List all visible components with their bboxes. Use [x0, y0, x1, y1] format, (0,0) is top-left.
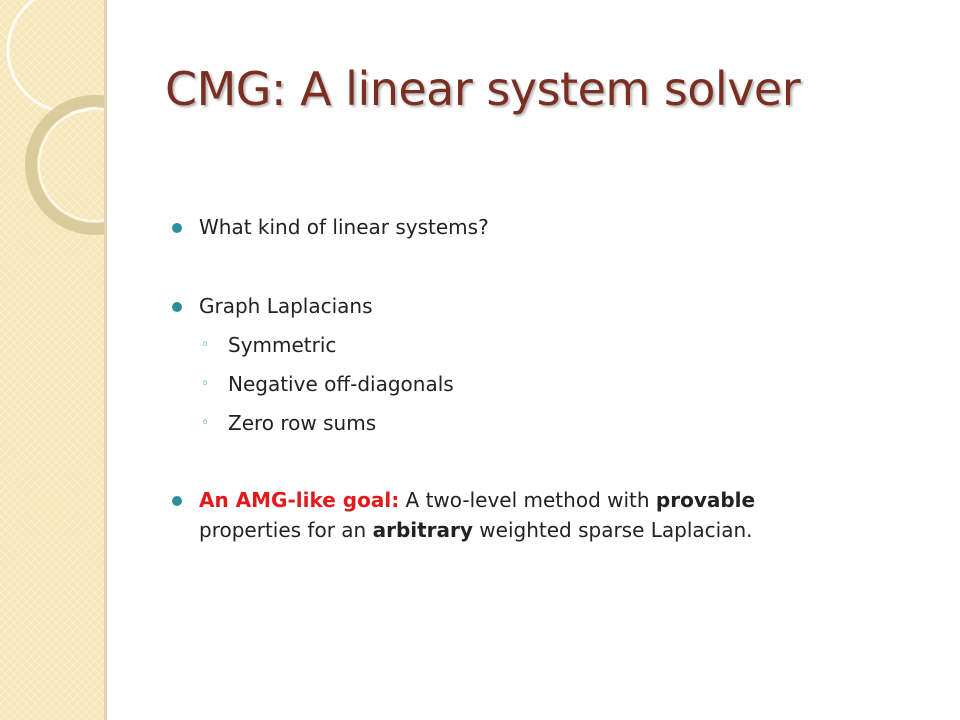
bullet-linear-systems: [170, 212, 850, 242]
amg-goal-text-1: A two-level method with: [399, 488, 656, 512]
sidebar-divider: [104, 0, 107, 720]
decorative-ring-thick: [31, 101, 104, 229]
sub-bullet-text: Negative off-diagonals: [228, 372, 454, 396]
bullet-dot-icon: [172, 496, 182, 506]
hollow-circle-icon: ◦: [201, 337, 210, 353]
bullet-graph-laplacians: [170, 291, 850, 321]
decorative-sidebar: [0, 0, 104, 720]
bullet-dot-icon: [172, 302, 182, 312]
bullet-text: What kind of linear systems?: [199, 215, 489, 239]
amg-goal-provable: provable: [655, 488, 756, 512]
slide-content: [170, 212, 850, 545]
sub-bullet-text: Zero row sums: [228, 411, 377, 435]
sub-bullet-symmetric: [170, 330, 850, 360]
slide-title: CMG: A linear system solver: [165, 62, 801, 116]
sub-bullet-zero-row-sums: [170, 408, 850, 438]
bullet-dot-icon: [172, 223, 182, 233]
bullet-text: Graph Laplacians: [199, 294, 373, 318]
amg-goal-text-2: properties for an: [199, 518, 373, 542]
bullet-amg-goal: [170, 485, 850, 545]
sub-bullet-negative-off-diagonals: [170, 369, 850, 399]
amg-goal-lead: An AMG-like goal:: [199, 488, 400, 512]
hollow-circle-icon: ◦: [201, 415, 210, 431]
decorative-rings: [0, 0, 104, 720]
decorative-ring-large: [8, 0, 104, 112]
hollow-circle-icon: ◦: [201, 376, 210, 392]
amg-goal-arbitrary: arbitrary: [372, 518, 473, 542]
amg-goal-text-3: weighted sparse Laplacian.: [472, 518, 753, 542]
sub-bullet-text: Symmetric: [228, 333, 337, 357]
